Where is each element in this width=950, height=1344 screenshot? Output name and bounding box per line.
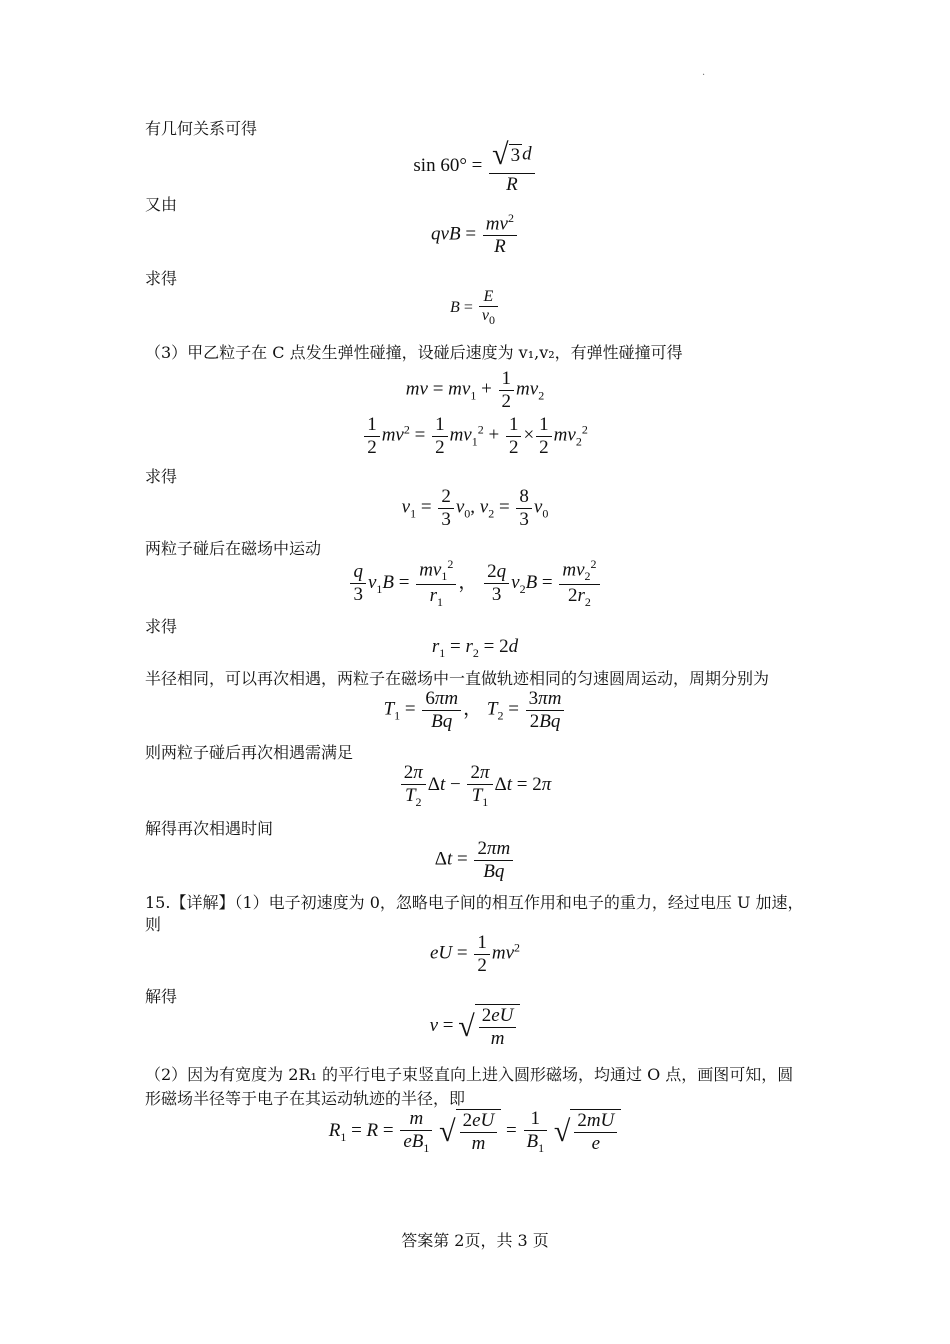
equation-energy: $\frac{1}{2}$ $mv^2$ = $\frac{1}{2}$ $mv_1^2$ + $\frac{1}{2}$ × $\frac{1}{2}$ $mv_2^2$ <box>0 414 950 459</box>
text-line: 则 <box>145 915 162 934</box>
equation-periods: $T_1$ = $\frac{6\pi m}{Bq}$ ， $T_2$ = $\frac{3\pi m}{2Bq}$ <box>0 688 950 733</box>
equation-sin60: sin 60° = $\frac{√ 3 d}{R}$ <box>0 138 950 195</box>
text-line: 解得再次相遇时间 <box>145 819 274 838</box>
text-line: 求得 <box>145 269 178 288</box>
text-line: 解得 <box>145 987 178 1006</box>
text-line: 求得 <box>145 617 178 636</box>
equation-field-radius: $R_1 = R$ = $\frac{m}{eB_1}$ √ $\frac{2eU}{m}$ = $\frac{1}{B_1}$ √ $\frac{2mU}{e}$ <box>0 1108 950 1155</box>
text-line: 形磁场半径等于电子在其运动轨迹的半径，即 <box>145 1089 466 1108</box>
equation-velocities: $v_1$ = $\frac{2}{3}$ $v_0$, $v_2$ = $\frac{8}{3}$ $v_0$ <box>401 486 549 530</box>
equation-lorentz: qvB = $\frac{mv^2}{R}$ <box>0 212 950 258</box>
corner-dot: · <box>702 70 706 81</box>
equation-motion: $\frac{q}{3}$ $v_1B$ = $\frac{mv_1^2}{r_1}$ ， $\frac{2q}{3}$ $v_2B$ = $\frac{mv_2^2}{2r_2}$ <box>0 558 950 610</box>
text-line: 两粒子碰后在磁场中运动 <box>145 539 322 558</box>
equation-radius: $r_1 = r_2 = 2d$ <box>431 636 519 660</box>
text-line: （2）因为有宽度为 2R₁ 的平行电子束竖直向上进入圆形磁场，均通过 O 点，画图可知，圆 <box>145 1065 794 1084</box>
equation-time: Δt = $\frac{2\pi m}{Bq}$ <box>0 838 950 883</box>
text-line: 则两粒子碰后再次相遇需满足 <box>145 743 354 762</box>
equation-speed: v = √ $\frac{2eU}{m}$ <box>0 1004 950 1050</box>
equation-B: B = $\frac{E}{v_0}$ <box>0 288 950 328</box>
text-line: 半径相同，可以再次相遇，两粒子在磁场中一直做轨迹相同的匀速圆周运动，周期分别为 <box>145 669 770 688</box>
text-line: 15.【详解】（1）电子初速度为 0，忽略电子间的相互作用和电子的重力，经过电压 U 加速， <box>145 893 804 912</box>
text-line: 求得 <box>145 467 178 486</box>
text-line: （3）甲乙粒子在 C 点发生弹性碰撞，设碰后速度为 v₁,v₂，有弹性碰撞可得 <box>145 343 683 362</box>
equation-accel: eU = $\frac{1}{2}$ $mv^2$ <box>429 932 521 976</box>
equation-momentum: mv = $mv_1$ + $\frac{1}{2}$ $mv_2$ <box>405 368 545 412</box>
text-line: 又由 <box>145 195 178 214</box>
equation-condition: $\frac{2\pi}{T_2}$ Δt − $\frac{2\pi}{T_1}$ Δt = 2π <box>0 762 950 809</box>
page-footer: 答案第 2页，共 3 页 <box>401 1231 549 1250</box>
text-line: 有几何关系可得 <box>145 119 258 138</box>
